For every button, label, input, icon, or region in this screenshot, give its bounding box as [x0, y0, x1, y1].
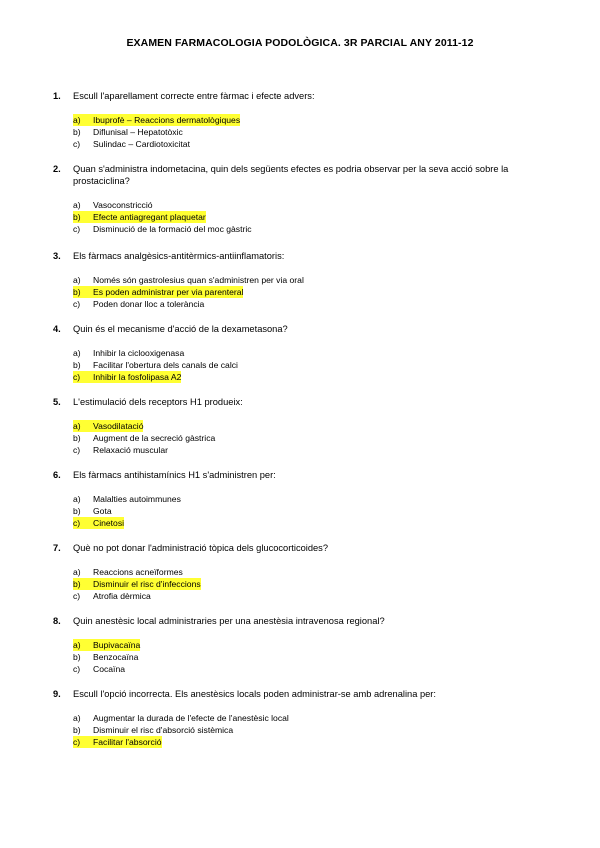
option-highlighted — [73, 420, 553, 432]
option-letter: c) — [73, 139, 81, 149]
option-highlighted — [73, 639, 553, 651]
option-letter: a) — [73, 348, 81, 358]
option — [73, 432, 553, 444]
option-text: Ibuprofè – Reaccions dermatològiques — [93, 115, 241, 125]
question-header — [53, 163, 553, 187]
option-text: Es poden administrar per via parenteral — [93, 287, 244, 297]
option-letter: c) — [73, 517, 93, 529]
question-header — [53, 250, 553, 262]
option-letter: c) — [73, 736, 93, 748]
question-text: L'estimulació dels receptors H1 produeix: — [73, 397, 243, 407]
option-list — [53, 493, 553, 529]
question-number: 3. — [53, 251, 61, 261]
option-highlighted — [73, 736, 553, 748]
question-text: Escull l'opció incorrecta. Els anestèsics locals poden administrar-se amb adrenalina per: — [73, 689, 436, 699]
option-letter: a) — [73, 114, 93, 126]
option-list — [53, 712, 553, 748]
option — [73, 274, 553, 286]
option-letter: c) — [73, 664, 81, 674]
option — [73, 223, 553, 235]
question-text: Quin és el mecanisme d'acció de la dexametasona? — [73, 324, 288, 334]
question-header — [53, 469, 553, 481]
option — [73, 505, 553, 517]
question-text: Quan s'administra indometacina, quin dels següents efectes es podria observar per la seva acció sobre la prostaciclina? — [73, 164, 509, 186]
option-highlighted — [73, 211, 553, 223]
option-text: Augmentar la durada de l'efecte de l'anestèsic local — [93, 713, 289, 723]
option-text: Cocaïna — [93, 664, 126, 674]
option-highlighted — [73, 286, 553, 298]
option-text: Augment de la secreció gàstrica — [93, 433, 216, 443]
question-6 — [53, 469, 553, 529]
option-text: Disminució de la formació del moc gàstric — [93, 224, 252, 234]
option-list — [53, 639, 553, 675]
option-text: Facilitar l'absorció — [93, 737, 162, 747]
option-highlighted — [73, 517, 553, 529]
question-7 — [53, 542, 553, 602]
option-text: Vasoconstricció — [93, 200, 153, 210]
question-text: Els fàrmacs antihistamínics H1 s'administren per: — [73, 470, 276, 480]
question-text: Què no pot donar l'administració tòpica dels glucocorticoides? — [73, 543, 329, 553]
option-letter: a) — [73, 567, 81, 577]
option-list — [53, 114, 553, 150]
option-highlighted — [73, 371, 553, 383]
option-text: Relaxació muscular — [93, 445, 168, 455]
question-text: Els fàrmacs analgèsics-antitèrmics-antiinflamatoris: — [73, 251, 285, 261]
question-5 — [53, 396, 553, 456]
option-text: Atrofia dèrmica — [93, 591, 151, 601]
option-text: Diflunisal – Hepatotòxic — [93, 127, 183, 137]
option — [73, 590, 553, 602]
option-highlighted — [73, 114, 553, 126]
option-text: Disminuir el risc d'absorció sistèmica — [93, 725, 234, 735]
option-text: Inhibir la ciclooxigenasa — [93, 348, 185, 358]
question-header — [53, 396, 553, 408]
option — [73, 493, 553, 505]
question-number: 7. — [53, 543, 61, 553]
question-9 — [53, 688, 553, 748]
option-letter: b) — [73, 652, 81, 662]
question-number: 2. — [53, 164, 61, 174]
option — [73, 359, 553, 371]
option-letter: a) — [73, 713, 81, 723]
option-letter: b) — [73, 433, 81, 443]
option-list — [53, 199, 553, 235]
option-list — [53, 347, 553, 383]
option-letter: c) — [73, 591, 81, 601]
option-letter: b) — [73, 578, 93, 590]
question-header — [53, 542, 553, 554]
question-header — [53, 615, 553, 627]
option — [73, 298, 553, 310]
option-letter: b) — [73, 211, 93, 223]
option-text: Benzocaïna — [93, 652, 139, 662]
question-header — [53, 323, 553, 335]
option-text: Sulindac – Cardiotoxicitat — [93, 139, 190, 149]
exam-title: EXAMEN FARMACOLOGIA PODOLÒGICA. 3R PARCIAL ANY 2011-12 — [126, 37, 474, 49]
option-text: Bupivacaïna — [93, 640, 141, 650]
question-header — [53, 688, 553, 700]
option — [73, 138, 553, 150]
option-list — [53, 420, 553, 456]
option-letter: b) — [73, 360, 81, 370]
option-letter: a) — [73, 494, 81, 504]
option-highlighted — [73, 578, 553, 590]
option-text: Efecte antiagregant plaquetar — [93, 212, 206, 222]
question-2 — [53, 163, 553, 235]
option-text: Reaccions acneïformes — [93, 567, 183, 577]
option-letter: c) — [73, 224, 81, 234]
option — [73, 651, 553, 663]
option — [73, 663, 553, 675]
option — [73, 199, 553, 211]
option-text: Gota — [93, 506, 112, 516]
option-text: Disminuir el risc d'infeccions — [93, 579, 201, 589]
question-1 — [53, 90, 553, 150]
question-text: Quin anestèsic local administraries per una anestèsia intravenosa regional? — [73, 616, 385, 626]
option-letter: b) — [73, 127, 81, 137]
option — [73, 126, 553, 138]
option-letter: a) — [73, 275, 81, 285]
option-list — [53, 274, 553, 310]
option-letter: b) — [73, 725, 81, 735]
option-text: Facilitar l'obertura dels canals de calci — [93, 360, 238, 370]
option-text: Inhibir la fosfolipasa A2 — [93, 372, 182, 382]
option-letter: a) — [73, 639, 93, 651]
question-number: 6. — [53, 470, 61, 480]
question-header — [53, 90, 553, 102]
question-number: 5. — [53, 397, 61, 407]
option-text: Només són gastrolesius quan s'administren per via oral — [93, 275, 304, 285]
option-letter: b) — [73, 506, 81, 516]
option-letter: a) — [73, 420, 93, 432]
option-text: Vasodilatació — [93, 421, 144, 431]
option — [73, 724, 553, 736]
option-text: Malalties autoimmunes — [93, 494, 181, 504]
option — [73, 566, 553, 578]
option-letter: c) — [73, 445, 81, 455]
option-letter: c) — [73, 299, 81, 309]
question-number: 1. — [53, 91, 61, 101]
option-text: Poden donar lloc a tolerància — [93, 299, 205, 309]
option-text: Cinetosi — [93, 518, 125, 528]
question-8 — [53, 615, 553, 675]
option — [73, 712, 553, 724]
option-letter: c) — [73, 371, 93, 383]
question-3 — [53, 250, 553, 310]
question-number: 4. — [53, 324, 61, 334]
option — [73, 444, 553, 456]
option-list — [53, 566, 553, 602]
question-number: 8. — [53, 616, 61, 626]
option-letter: a) — [73, 200, 81, 210]
option-letter: b) — [73, 286, 93, 298]
question-number: 9. — [53, 689, 61, 699]
question-4 — [53, 323, 553, 383]
question-text: Escull l'aparellament correcte entre fàrmac i efecte advers: — [73, 91, 315, 101]
option — [73, 347, 553, 359]
